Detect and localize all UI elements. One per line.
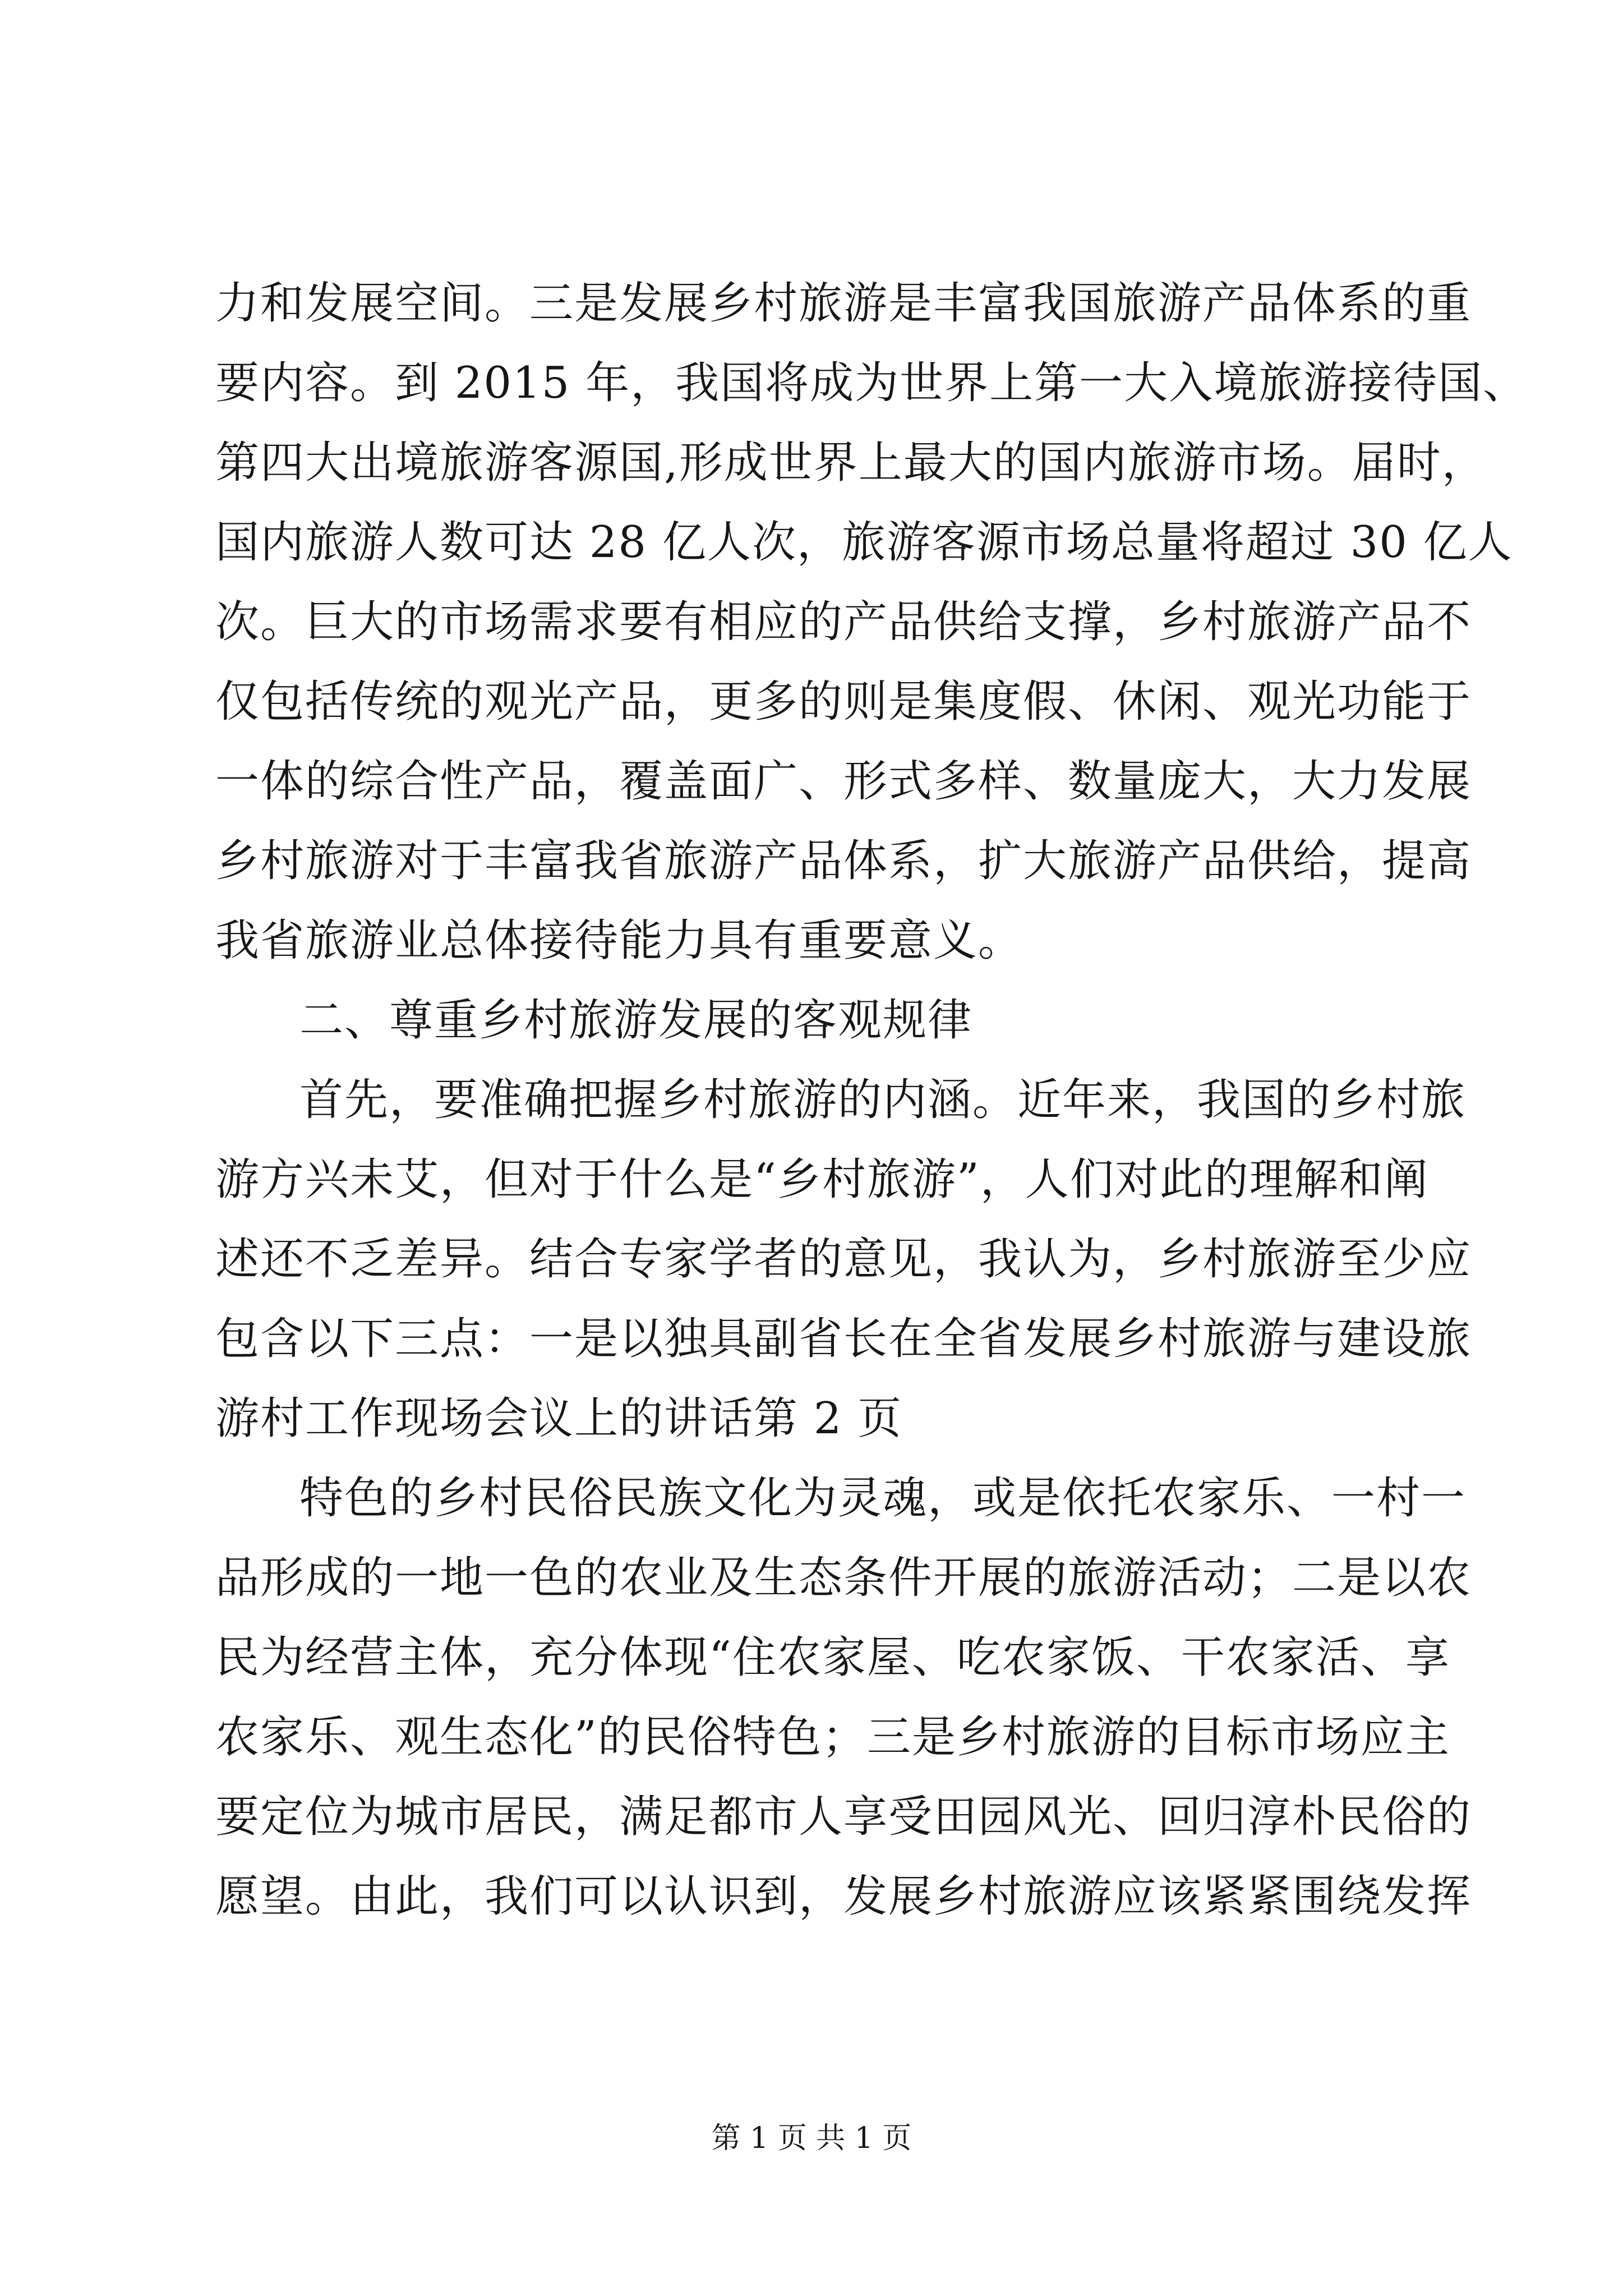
text-line: 第四大出境旅游客源国,形成世界上最大的国内旅游市场。届时， <box>215 438 1487 488</box>
text-line: 仅包括传统的观光产品，更多的则是集度假、休闲、观光功能于 <box>215 677 1472 727</box>
text-line: 次。巨大的市场需求要有相应的产品供给支撑，乡村旅游产品不 <box>215 597 1472 647</box>
text-line: 愿望。由此，我们可以认识到，发展乡村旅游应该紧紧围绕发挥 <box>215 1871 1472 1922</box>
text-line: 民为经营主体，充分体现“住农家屋、吃农家饭、干农家活、享 <box>215 1632 1450 1683</box>
paragraph-start-line: 特色的乡村民俗民族文化为灵魂，或是依托农家乐、一村一 <box>299 1473 1467 1524</box>
text-line: 我省旅游业总体接待能力具有重要意义。 <box>215 915 1023 966</box>
text-line: 农家乐、观生态化”的民俗特色；三是乡村旅游的目标市场应主 <box>215 1712 1450 1763</box>
document-body <box>215 264 1528 1936</box>
text-line: 要内容。到 2015 年，我国将成为世界上第一大入境旅游接待国、 <box>215 358 1528 408</box>
text-line: 要定位为城市居民，满足都市人享受田园风光、回归淳朴民俗的 <box>215 1792 1472 1842</box>
page-footer: 第 1 页 共 1 页 <box>711 2122 912 2155</box>
text-line: 述还不乏差异。结合专家学者的意见，我认为，乡村旅游至少应 <box>215 1234 1472 1285</box>
text-line: 游方兴未艾，但对于什么是“乡村旅游”，人们对此的理解和阐 <box>215 1154 1429 1205</box>
text-line: 游村工作现场会议上的讲话第 2 页 <box>215 1393 903 1444</box>
text-line: 力和发展空间。三是发展乡村旅游是丰富我国旅游产品体系的重 <box>215 278 1472 329</box>
text-line: 包含以下三点：一是以独具副省长在全省发展乡村旅游与建设旅 <box>215 1314 1472 1364</box>
text-line: 国内旅游人数可达 28 亿人次，旅游客源市场总量将超过 30 亿人 <box>215 517 1513 568</box>
section-heading: 二、尊重乡村旅游发展的客观规律 <box>299 995 973 1046</box>
paragraph-start-line: 首先，要准确把握乡村旅游的内涵。近年来，我国的乡村旅 <box>299 1075 1467 1125</box>
text-line: 乡村旅游对于丰富我省旅游产品体系，扩大旅游产品供给，提高 <box>215 836 1472 886</box>
text-line: 一体的综合性产品，覆盖面广、形式多样、数量庞大，大力发展 <box>215 756 1472 807</box>
text-line: 品形成的一地一色的农业及生态条件开展的旅游活动；二是以农 <box>215 1553 1472 1603</box>
